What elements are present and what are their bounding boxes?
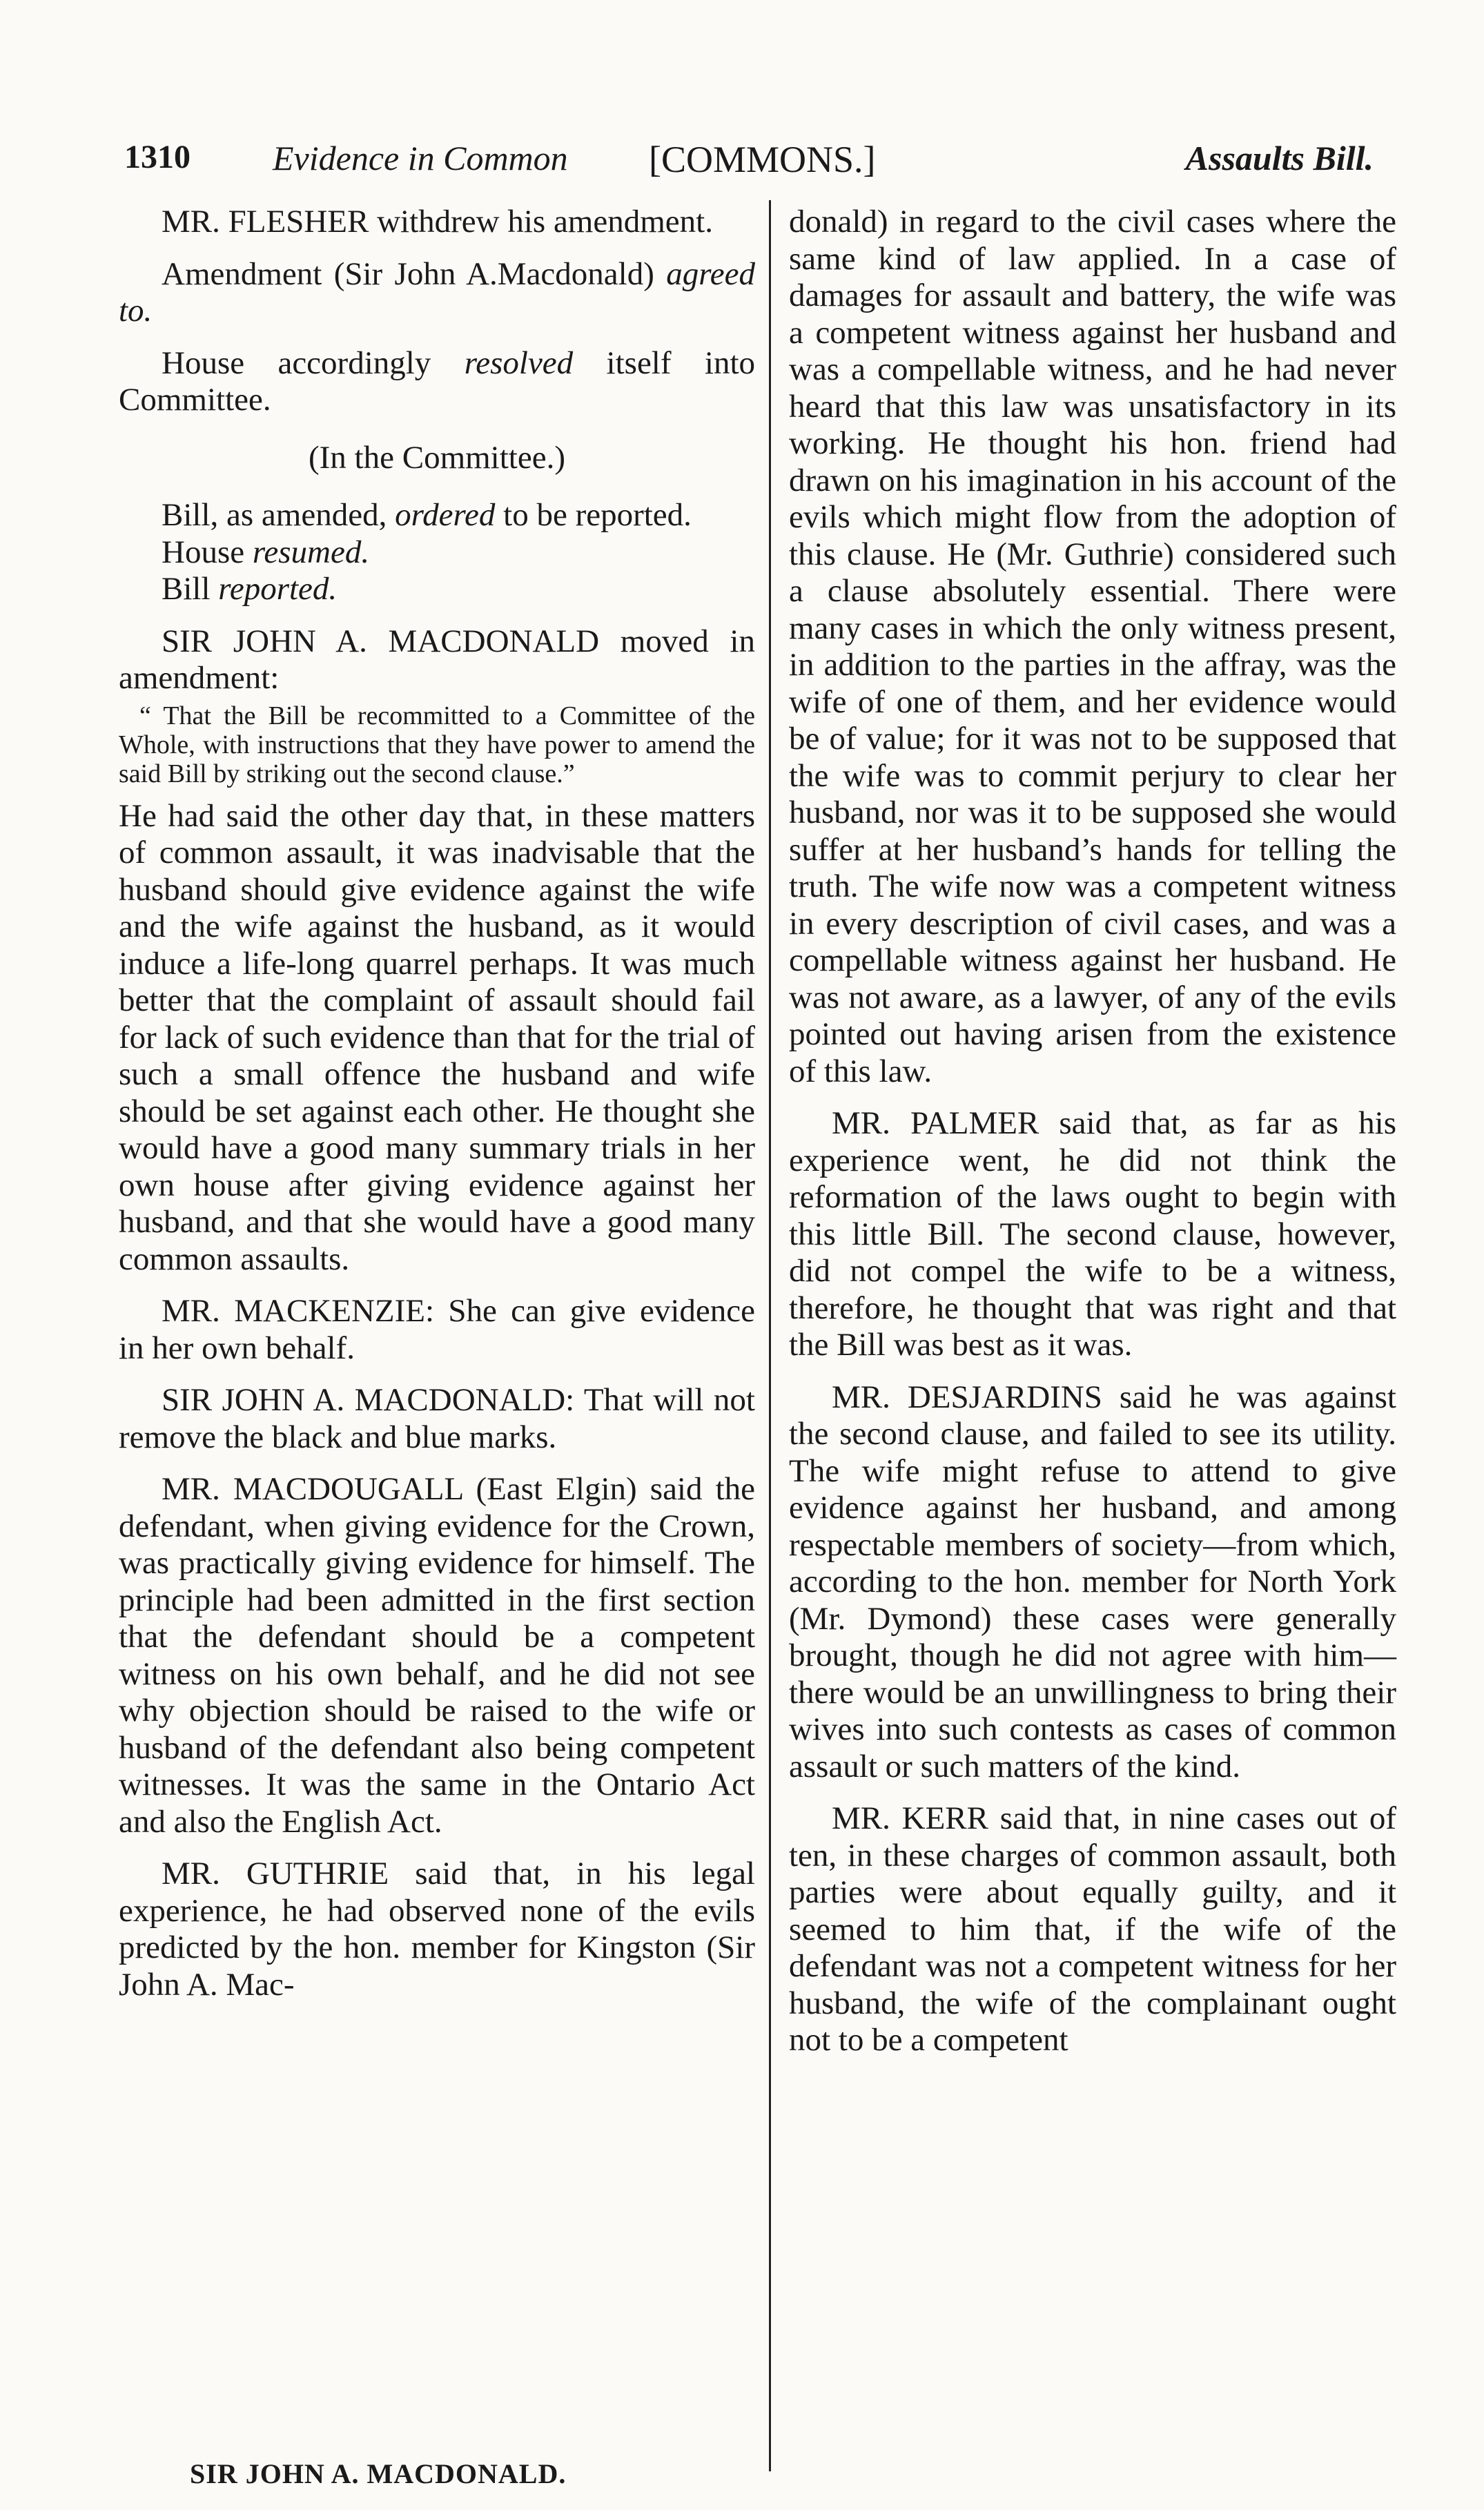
italic-run: ordered [395, 497, 496, 533]
running-header [124, 138, 1374, 193]
header-right-title: Assaults Bill. [1185, 139, 1374, 177]
text-run: House accordingly [162, 344, 465, 381]
paragraph-kerr: MR. KERR said that, in nine cases out of ten, in these charges of common assault, both parties were about equally guilty, and it seemed to him that, if the wife of the defendant was not a competent witness for her husband, the wife of the complainant ought not to be a competent [789, 1800, 1396, 2058]
catchword: SIR JOHN A. MACDONALD. [190, 2458, 567, 2489]
italic-run: agreed to. [119, 255, 755, 329]
paragraph-macdonald-moved: SIR JOHN A. MACDONALD moved in amendment: [119, 623, 755, 696]
header-center-title: [COMMONS.] [649, 139, 876, 180]
text-run: House [162, 534, 253, 570]
amendment-quote: “ That the Bill be recommitted to a Committee of the Whole, with instructions that they have power to amend the said Bill by striking out the second clause.” [119, 701, 755, 788]
paragraph-bill-ordered [119, 497, 755, 534]
header-left-title: Evidence in Common [273, 139, 568, 177]
text-run: to be reported. [495, 497, 692, 533]
paragraph-mackenzie: MR. MACKENZIE: She can give evidence in her own behalf. [119, 1293, 755, 1366]
right-column [789, 204, 1396, 2074]
page-number: 1310 [124, 139, 191, 175]
text-run: Amendment (Sir John A.Macdonald) [162, 255, 667, 292]
paragraph-macdonald-reply: SIR JOHN A. MACDONALD: That will not remove the black and blue marks. [119, 1382, 755, 1455]
paragraph-macdonald-speech: He had said the other day that, in these matters of common assault, it was inadvisable that the husband should give evidence against the wife and the wife against the husband, as it would induce a life-long quarrel perhaps. It was much better that the complaint of assault should fail for lack of such evidence than that for the trial of such a small offence the husband and wife should be set against each other. He thought she would have a good many summary trials in her own house after giving evidence against her husband, and that she would have a good many common assaults. [119, 797, 755, 1277]
italic-run: reported. [218, 571, 338, 607]
text-run: itself into Committee. [119, 344, 755, 418]
paragraph-desjardins: MR. DESJARDINS said he was against the second clause, and failed to see its utility. The wife might refuse to attend to give evidence against her husband, and among respectable members of society—from which, according to the hon. member for North York (Mr. Dymond) these cases were generally brought, though he did not agree with him—there would be an unwillingness to bring their wives into such contests as cases of common assault or such matters of the kind. [789, 1379, 1396, 1784]
paragraph-flesher: MR. FLESHER withdrew his amendment. [162, 204, 713, 240]
italic-run: resolved [464, 344, 574, 381]
paragraph-guthrie-continued: donald) in regard to the civil cases where the same kind of law applied. In a case of damages for assault and battery, the wife was a competent witness against her husband and was a compellable witness, and he had never heard that this law was unsatisfactory in its working. He thought his hon. friend had drawn on his imagination in his account of the evils which might flow from the adoption of this clause. He (Mr. Guthrie) considered such a clause absolutely essential. There were many cases in which the only witness present, in addition to the parties in the affray, was the wife of one of them, and her evidence would be of value; for it was not to be supposed that the wife was to commit perjury to clear her husband, nor was it to be supposed she would suffer at her husband’s hands for telling the truth. The wife now was a competent witness in every description of civil cases, and was a compellable witness against her husband. He was not aware, as a lawyer, of any of the evils pointed out having arisen from the existence of this law. [789, 204, 1396, 1089]
paragraph-house-resolved [119, 345, 755, 419]
paragraph-house-resumed [119, 534, 755, 572]
paragraph-macdougall: MR. MACDOUGALL (East Elgin) said the defendant, when giving evidence for the Crown, was practically giving evidence for himself. The principle had been admitted in the first section that the defendant should be a competent witness on his own behalf, and he did not see why objection should be raised to the wife or husband of the defendant also being competent witnesses. It was the same in the Ontario Act and also the English Act. [119, 1471, 755, 1840]
paragraph-guthrie: MR. GUTHRIE said that, in his legal experience, he had observed none of the evils predicted by the hon. member for Kingston (Sir John A. Mac- [119, 1856, 755, 2003]
left-column [119, 204, 755, 2018]
text-run: Bill [162, 571, 219, 607]
paragraph-palmer: MR. PALMER said that, as far as his experience went, he did not think the reformation of the laws ought to begin with this little Bill. The second clause, however, did not compel the wife to be a witness, therefore, he thought that was right and that the Bill was best as it was. [789, 1105, 1396, 1363]
paragraph-bill-reported [119, 571, 755, 608]
column-divider [769, 200, 771, 2471]
italic-run: resumed. [252, 534, 370, 570]
text-run: Bill, as amended, [162, 497, 396, 533]
paragraph-amendment-agreed [119, 256, 755, 330]
committee-heading: (In the Committee.) [309, 439, 565, 476]
